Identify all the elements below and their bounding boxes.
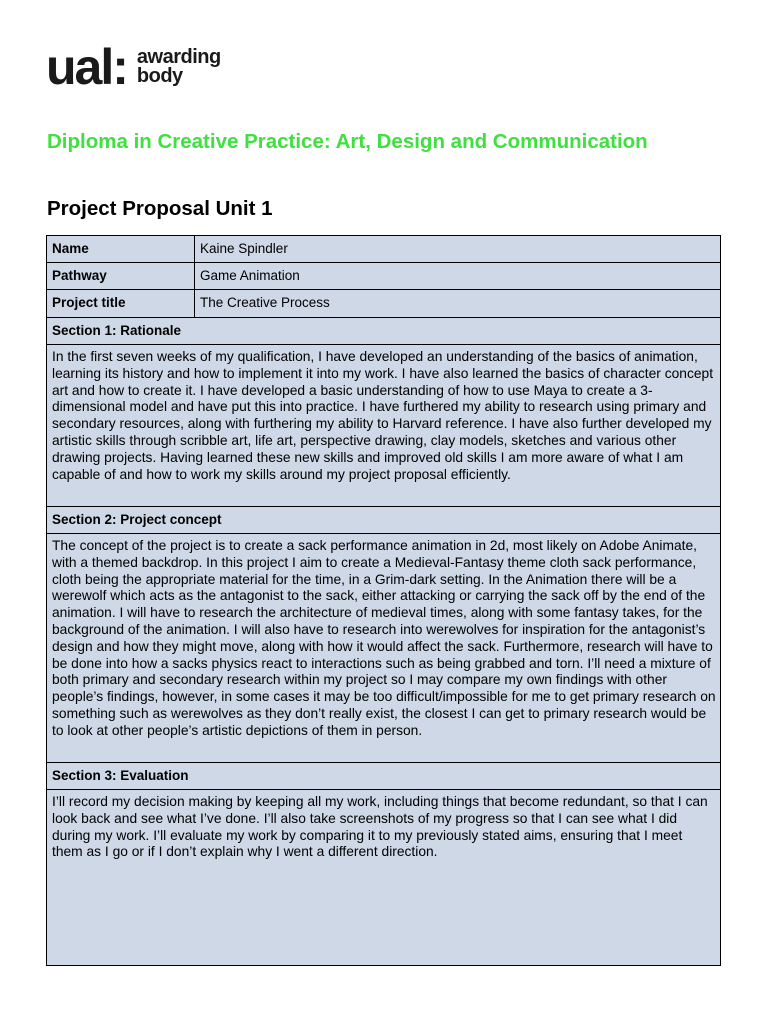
field-row-project-title: [47, 290, 720, 318]
section-heading-evaluation: Section 3: Evaluation: [47, 763, 720, 790]
logo-subtitle: [137, 48, 221, 86]
field-label: Pathway: [47, 263, 195, 289]
field-row-pathway: [47, 263, 720, 290]
proposal-form: [46, 235, 721, 966]
logo-wordmark: ual:: [46, 39, 127, 95]
diploma-title: Diploma in Creative Practice: Art, Design and Communication: [47, 130, 648, 153]
logo-subtitle-line1: awarding: [136, 46, 221, 68]
section-body-project-concept: The concept of the project is to create a sack performance animation in 2d, most likely on Adobe Animate, with a themed backdrop. In this project I aim to create a Medieval-Fantasy theme cloth sack performance, cloth being the appropriate material for the time, in a Grim-dark setting. In the Animation there will be a werewolf which acts as the antagonist to the sack, either attacking or carrying the sack off by the end of the animation. I will have to research the architecture of medieval times, along with some fantasy takes, for the background of the animation. I will also have to research into werewolves for inspiration for the antagonist’s design and how they might move, along with how it would affect the sack. Furthermore, research will have to be done into how a sacks physics react to interactions such as being grabbed and torn. I’ll need a mixture of both primary and secondary research within my project so I may compare my own findings with other people’s findings, however, in some cases it may be too difficult/impossible for me to get primary research on something such as werewolves as they don’t really exist, the closest I can get to primary research would be to look at other people’s artistic depictions of them in person.: [47, 534, 720, 763]
field-row-name: [47, 236, 720, 263]
field-label: Name: [47, 236, 195, 262]
section-body-rationale: In the first seven weeks of my qualification, I have developed an understanding of the basics of animation, learning its history and how to implement it into my work. I have also learned the basics of character concept art and how to create it. I have developed a basic understanding of how to use Maya to create a 3-dimensional model and have put this into practice. I have furthered my ability to research using primary and secondary resources, along with furthering my ability to Harvard reference. I have also further developed my artistic skills through scribble art, life art, perspective drawing, clay models, sketches and various other drawing projects. Having learned these new skills and improved old skills I am more aware of what I am capable of and how to work my skills around my project proposal efficiently.: [47, 345, 720, 507]
field-value: The Creative Process: [200, 295, 330, 310]
field-label: Project title: [47, 290, 195, 317]
ual-awarding-body-logo: [46, 39, 221, 95]
field-value: Game Animation: [200, 268, 300, 283]
section-heading-rationale: Section 1: Rationale: [47, 318, 720, 345]
section-heading-project-concept: Section 2: Project concept: [47, 507, 720, 534]
section-body-evaluation: I’ll record my decision making by keeping all my work, including things that become redundant, so that I can look back and see what I’ve done. I’ll also take screenshots of my progress so that I can see what I did during my work. I’ll evaluate my work by comparing it to my previously stated aims, ensuring that I meet them as I go or if I don’t explain why I went a different direction.: [52, 794, 708, 860]
logo-subtitle-line2: body: [136, 65, 183, 87]
field-value: Kaine Spindler: [200, 241, 288, 256]
proposal-title: Project Proposal Unit 1: [47, 197, 273, 220]
